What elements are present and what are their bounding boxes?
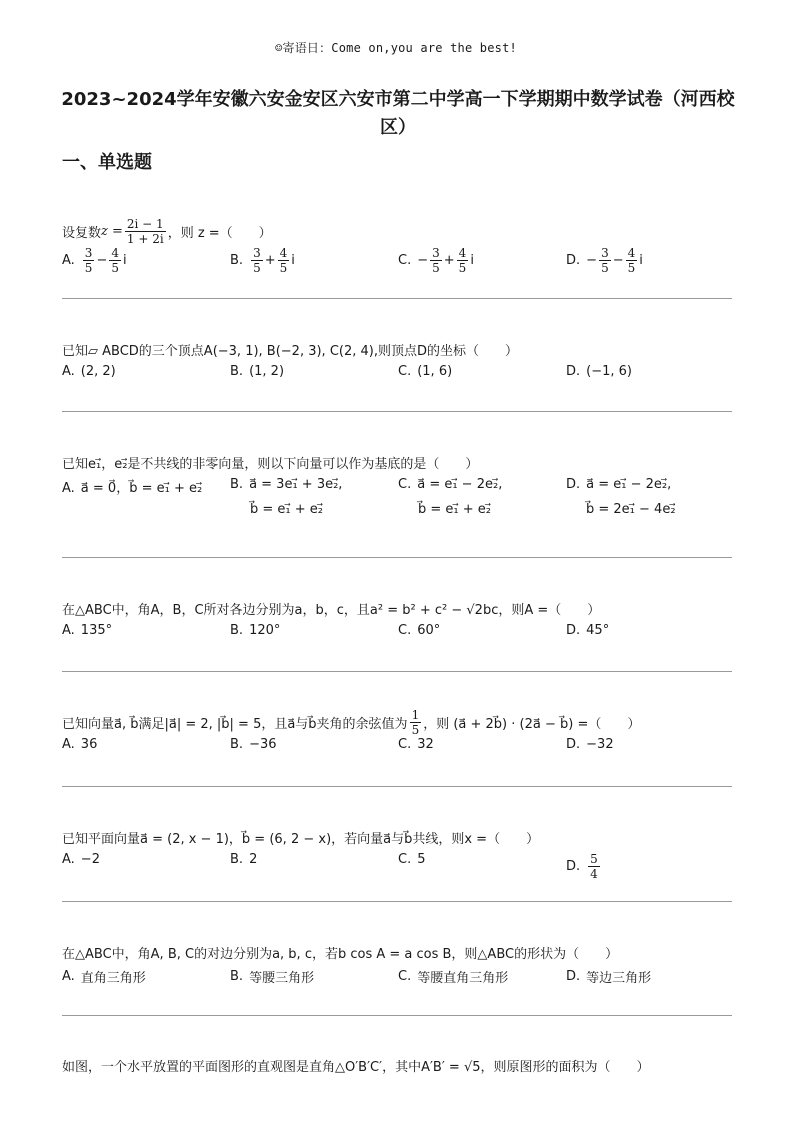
- option-a[interactable]: A. −2: [62, 852, 100, 867]
- question-stem: 已知e₁⃗，e₂⃗是不共线的非零向量，则以下向量可以作为基底的是（ ）: [62, 456, 479, 472]
- options-row: [62, 852, 732, 882]
- question-stem: 如图，一个水平放置的平面图形的直观图是直角△O′B′C′，其中A′B′ = √5，则原图形的面积为（ ）: [62, 1059, 650, 1075]
- divider: [62, 786, 732, 787]
- question-2: [62, 334, 732, 394]
- option-d[interactable]: D. −32: [566, 737, 614, 752]
- option-a[interactable]: A. 直角三角形: [62, 969, 146, 986]
- question-3: [62, 447, 732, 539]
- option-c[interactable]: C. 等腰直角三角形: [398, 969, 509, 986]
- fraction: $\frac{5}{4}$: [590, 852, 598, 881]
- divider: [62, 557, 732, 558]
- option-b[interactable]: B. 等腰三角形: [230, 969, 315, 986]
- divider: [62, 298, 732, 299]
- option-c[interactable]: C. 5: [398, 852, 426, 867]
- question-stem: 设复数 z = $\frac{2i - 1}{1 + 2i}$ ，则 z =（ ）: [62, 216, 272, 246]
- options-row: [62, 623, 732, 653]
- option-d[interactable]: D. $\frac{5}{4}$: [566, 852, 598, 881]
- options-row: [62, 477, 732, 539]
- option-c[interactable]: C. 32: [398, 737, 434, 752]
- options-row: [62, 364, 732, 394]
- question-stem: 已知向量a⃗, b⃗满足|a⃗| = 2, |b⃗| = 5，且a⃗与b⃗夹角的余弦值为 $\frac{1}{5}$ ，则 (a⃗ + 2b⃗) · (2a⃗ − b⃗) =（ ）: [62, 707, 641, 737]
- question-stem: 已知▱ ABCD的三个顶点A(−3, 1), B(−2, 3), C(2, 4),则顶点D的坐标（ ）: [62, 343, 518, 359]
- option-c[interactable]: C. (1, 6): [398, 364, 453, 379]
- section-heading: 一、单选题: [62, 152, 152, 173]
- question-5: [62, 707, 732, 767]
- option-b[interactable]: B. a⃗ = 3e₁⃗ + 3e₂⃗, b⃗ = e₁⃗ + e₂⃗: [230, 477, 343, 517]
- option-a[interactable]: A. 36: [62, 737, 98, 752]
- question-1: [62, 216, 732, 276]
- fraction: $\frac{2i - 1}{1 + 2i}$: [126, 216, 164, 246]
- option-b[interactable]: B. 2: [230, 852, 258, 867]
- question-stem: 在△ABC中，角A, B, C的对边分别为a, b, c，若b cos A = a cos B，则△ABC的形状为（ ）: [62, 946, 619, 962]
- option-b[interactable]: B. 120°: [230, 623, 281, 638]
- options-row: [62, 967, 732, 997]
- option-a[interactable]: A. $\frac{3}{5}$ − $\frac{4}{5}$ i: [62, 246, 127, 275]
- options-row: [62, 246, 732, 276]
- question-4: [62, 593, 732, 653]
- option-a[interactable]: A. (2, 2): [62, 364, 116, 379]
- option-d[interactable]: D. a⃗ = e₁⃗ − 2e₂⃗, b⃗ = 2e₁⃗ − 4e₂⃗: [566, 477, 676, 517]
- question-6: [62, 822, 732, 882]
- fraction: $\frac{1}{5}$: [411, 707, 420, 737]
- divider: [62, 901, 732, 902]
- option-d[interactable]: D. 等边三角形: [566, 969, 652, 986]
- option-d[interactable]: D. − $\frac{3}{5}$ − $\frac{4}{5}$ i: [566, 246, 643, 275]
- exam-title: 2023~2024学年安徽六安金安区六安市第二中学高一下学期期中数学试卷（河西校区）: [61, 89, 735, 138]
- motto-line: ☺寄语日：Come on,you are the best!: [275, 41, 517, 55]
- question-stem: 在△ABC中，角A，B，C所对各边分别为a，b，c，且a² = b² + c² − √2bc，则A =（ ）: [62, 602, 601, 618]
- option-a[interactable]: A. a⃗ = 0⃗，b⃗ = e₁⃗ + e₂⃗: [62, 481, 203, 496]
- option-d[interactable]: D. (−1, 6): [566, 364, 632, 379]
- option-b[interactable]: B. $\frac{3}{5}$ + $\frac{4}{5}$ i: [230, 246, 295, 275]
- divider: [62, 671, 732, 672]
- divider: [62, 1015, 732, 1016]
- option-b[interactable]: B. −36: [230, 737, 277, 752]
- option-c[interactable]: C. 60°: [398, 623, 441, 638]
- question-7: [62, 937, 732, 997]
- option-c[interactable]: C. − $\frac{3}{5}$ + $\frac{4}{5}$ i: [398, 246, 474, 275]
- option-c[interactable]: C. a⃗ = e₁⃗ − 2e₂⃗, b⃗ = e₁⃗ + e₂⃗: [398, 477, 503, 517]
- question-8: [62, 1050, 732, 1080]
- option-d[interactable]: D. 45°: [566, 623, 610, 638]
- divider: [62, 411, 732, 412]
- option-a[interactable]: A. 135°: [62, 623, 113, 638]
- option-b[interactable]: B. (1, 2): [230, 364, 285, 379]
- question-stem: 已知平面向量a⃗ = (2, x − 1)，b⃗ = (6, 2 − x)，若向量a⃗与b⃗共线，则x =（ ）: [62, 831, 540, 847]
- options-row: [62, 737, 732, 767]
